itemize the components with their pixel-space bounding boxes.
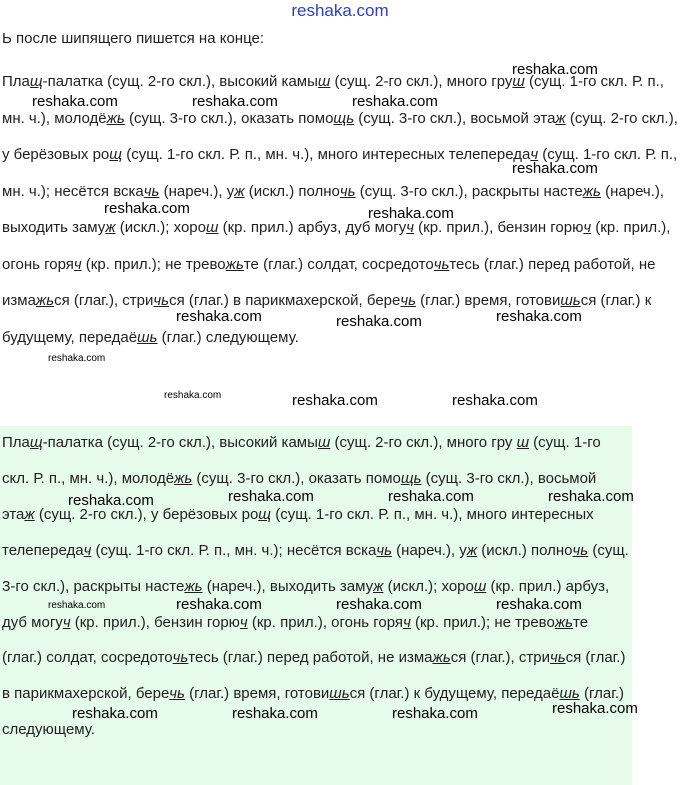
highlighted-letters: жь — [35, 292, 55, 309]
highlighted-letters: жь — [174, 469, 193, 487]
watermark: reshaka.com — [336, 313, 422, 330]
answer-paragraph: Плащ-палатка (сущ. 2-го скл.), высокий камыш (сущ. 2-го скл.), много гру ш (сущ. 1-го скл. Р. п., мн. ч.), молодёжь (сущ. 3-го скл.), оказать помощь (сущ. 3-го скл.), восьмой этаж (сущ. 2-го скл.), у берёзовых рощ (сущ. 1-го скл. Р. п., мн. ч.), много интересных телепередач (сущ. 1-го скл. Р. п., мн. ч.); несётся вскачь (нареч.), уж (искл.) полночь (сущ. 3-го скл.), раскрыты настежь (нареч.), выходить замуж (искл.); хорош (кр. прил.) арбуз, дуб могуч (кр. прил.), бензин горюч (кр. прил.), огонь горяч (кр. прил.); не тревожьте (глаг.) солдат, сосредоточьтесь (глаг.) перед работой, не измажься (глаг.), стричься (глаг.) в парикмахерской, беречь (глаг.) время, готовишься (глаг.) к будущему, передаёшь (глаг.) следующему. — [2, 434, 629, 739]
highlighted-letters: жь — [582, 182, 601, 200]
highlighted-letters: чь — [169, 685, 185, 703]
watermark: reshaka.com — [176, 596, 262, 613]
highlighted-letters: ш — [206, 219, 219, 236]
highlighted-letters: ч — [583, 219, 592, 236]
highlighted-letters: щ — [29, 73, 43, 90]
highlighted-letters: щ — [109, 146, 123, 163]
highlighted-letters: чь — [172, 649, 189, 667]
highlighted-letters: чь — [339, 182, 356, 200]
highlighted-letters: жь — [225, 255, 244, 273]
site-logo[interactable]: reshaka.com — [291, 1, 389, 20]
highlighted-letters: ч — [239, 613, 248, 631]
watermark: reshaka.com — [292, 392, 378, 409]
watermark: reshaka.com — [48, 353, 106, 364]
watermark: reshaka.com — [548, 488, 634, 505]
watermark: reshaka.com — [552, 700, 638, 717]
watermark: reshaka.com — [176, 308, 262, 325]
watermark: reshaka.com — [48, 600, 106, 611]
watermark: reshaka.com — [192, 93, 278, 110]
watermark: reshaka.com — [32, 93, 118, 110]
highlighted-letters: ш — [473, 577, 487, 595]
watermark: reshaka.com — [496, 308, 582, 325]
watermark: reshaka.com — [68, 492, 154, 509]
watermark: reshaka.com — [336, 596, 422, 613]
highlighted-letters: щь — [400, 469, 422, 487]
highlighted-letters: чь — [433, 255, 450, 273]
highlighted-letters: щ — [258, 505, 272, 523]
highlighted-letters: чь — [153, 292, 170, 309]
highlighted-letters: ш — [512, 73, 525, 90]
watermark: reshaka.com — [104, 200, 190, 217]
highlighted-letters: ж — [466, 541, 478, 559]
watermark: reshaka.com — [228, 488, 314, 505]
highlighted-letters: шь — [559, 685, 580, 703]
highlighted-letters: ж — [555, 109, 566, 127]
highlighted-letters: ч — [83, 541, 92, 559]
highlighted-letters: ч — [73, 255, 82, 273]
watermark: reshaka.com — [452, 392, 538, 409]
highlighted-letters: чь — [572, 541, 589, 559]
highlighted-letters: ч — [530, 146, 539, 163]
highlighted-letters: ж — [373, 577, 384, 595]
highlighted-letters: ж — [24, 505, 35, 523]
watermark: reshaka.com — [232, 705, 318, 722]
watermark: reshaka.com — [512, 61, 598, 78]
highlighted-letters: ш — [317, 73, 331, 90]
watermark: reshaka.com — [352, 93, 438, 110]
highlighted-letters: ш — [516, 434, 530, 451]
highlighted-letters: шь — [560, 292, 581, 309]
highlighted-letters: чь — [549, 649, 566, 667]
watermark: reshaka.com — [368, 205, 454, 222]
highlighted-letters: ж — [105, 219, 116, 236]
highlighted-letters: шь — [137, 328, 158, 346]
highlighted-letters: чь — [143, 182, 160, 200]
highlighted-letters: щь — [333, 109, 355, 127]
highlighted-letters: жь — [554, 613, 574, 631]
text-paragraph: Плащ-палатка (сущ. 2-го скл.), высокий камыш (сущ. 2-го скл.), много груш (сущ. 1-го скл. Р. п., мн. ч.), молодёжь (сущ. 3-го скл.), оказать помощь (сущ. 3-го скл.), восьмой этаж (сущ. 2-го скл.), у берёзовых рощ (сущ. 1-го скл. Р. п., мн. ч.), много интересных телепередач (сущ. 1-го скл. Р. п., мн. ч.); несётся вскачь (нареч.), уж (искл.) полночь (сущ. 3-го скл.), раскрыты настежь (нареч.), выходить замуж (искл.); хорош (кр. прил.) арбуз, дуб могуч (кр. прил.), бензин горюч (кр. прил.), огонь горяч (кр. прил.); не тревожьте (глаг.) солдат, сосредоточьтесь (глаг.) перед работой, не измажься (глаг.), стричься (глаг.) в парикмахерской, беречь (глаг.) время, готовишься (глаг.) к будущему, передаёшь (глаг.) следующему. — [2, 73, 678, 346]
watermark: reshaka.com — [388, 488, 474, 505]
highlighted-letters: ч — [62, 613, 71, 631]
highlighted-letters: ш — [317, 434, 331, 451]
highlighted-letters: шь — [329, 685, 350, 703]
watermark: reshaka.com — [72, 705, 158, 722]
highlighted-letters: ч — [403, 613, 411, 631]
highlighted-letters: щ — [29, 434, 43, 451]
highlighted-letters: жь — [106, 109, 125, 127]
watermark: reshaka.com — [512, 160, 598, 177]
watermark: reshaka.com — [392, 705, 478, 722]
highlighted-letters: ж — [234, 182, 245, 200]
watermark: reshaka.com — [164, 390, 222, 401]
highlighted-letters: жь — [184, 577, 203, 595]
highlighted-letters: чь — [400, 292, 417, 309]
task-heading: Ь после шипящего пишется на конце: — [2, 30, 265, 47]
highlighted-letters: жь — [432, 649, 451, 667]
highlighted-letters: ч — [406, 219, 415, 236]
watermark: reshaka.com — [496, 596, 582, 613]
highlighted-letters: чь — [376, 541, 392, 559]
